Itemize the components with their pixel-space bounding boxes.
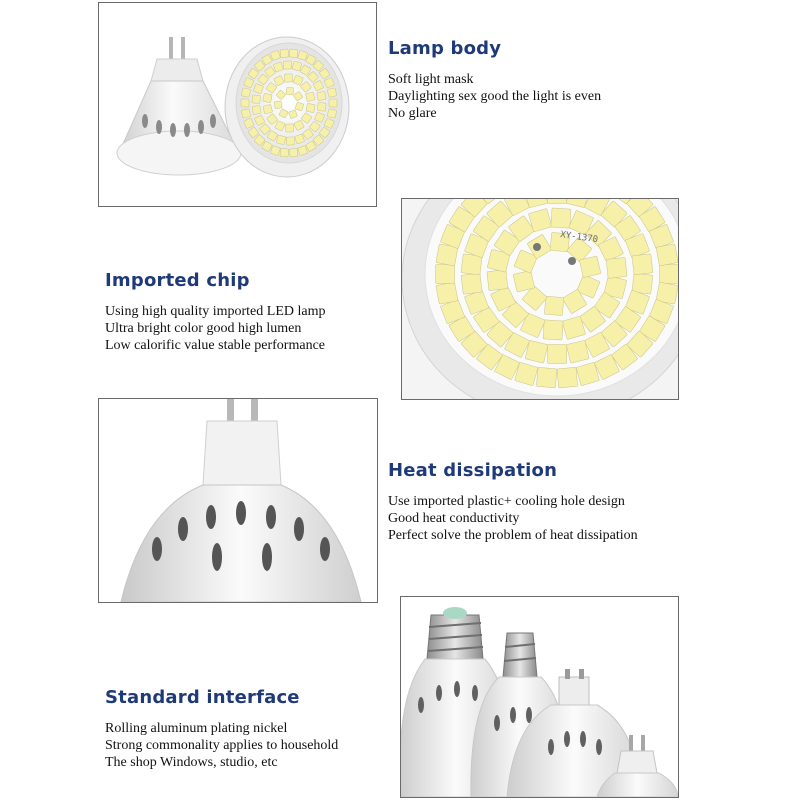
feature-line: Rolling aluminum plating nickel: [105, 721, 288, 736]
heat-dissipation-photo: [98, 398, 378, 603]
imported-chip-photo: [401, 198, 679, 400]
standard-interface-photo: [400, 596, 679, 798]
feature-line: Low calorific value stable performance: [105, 338, 326, 353]
feature-heat-dissipation: [388, 460, 638, 544]
feature-line: Strong commonality applies to household: [105, 738, 339, 753]
feature-line: Daylighting sex good the light is even: [388, 89, 602, 104]
lamp-body-photo: [98, 2, 377, 207]
feature-line: Soft light mask: [388, 72, 474, 87]
feature-line: Ultra bright color good high lumen: [105, 321, 302, 336]
feature-title: Imported chip: [105, 270, 250, 291]
feature-line: The shop Windows, studio, etc: [105, 755, 278, 770]
chip-marking: XY-1370: [559, 230, 599, 246]
feature-line: Good heat conductivity: [388, 511, 520, 526]
feature-standard-interface: [105, 687, 338, 771]
feature-line: No glare: [388, 106, 437, 121]
feature-lamp-body: [388, 38, 601, 122]
feature-title: Standard interface: [105, 687, 300, 708]
feature-title: Lamp body: [388, 38, 502, 59]
feature-imported-chip: [105, 270, 325, 354]
feature-line: Use imported plastic+ cooling hole design: [388, 494, 625, 509]
feature-line: Using high quality imported LED lamp: [105, 304, 326, 319]
feature-line: Perfect solve the problem of heat dissipation: [388, 528, 638, 543]
feature-title: Heat dissipation: [388, 460, 558, 481]
